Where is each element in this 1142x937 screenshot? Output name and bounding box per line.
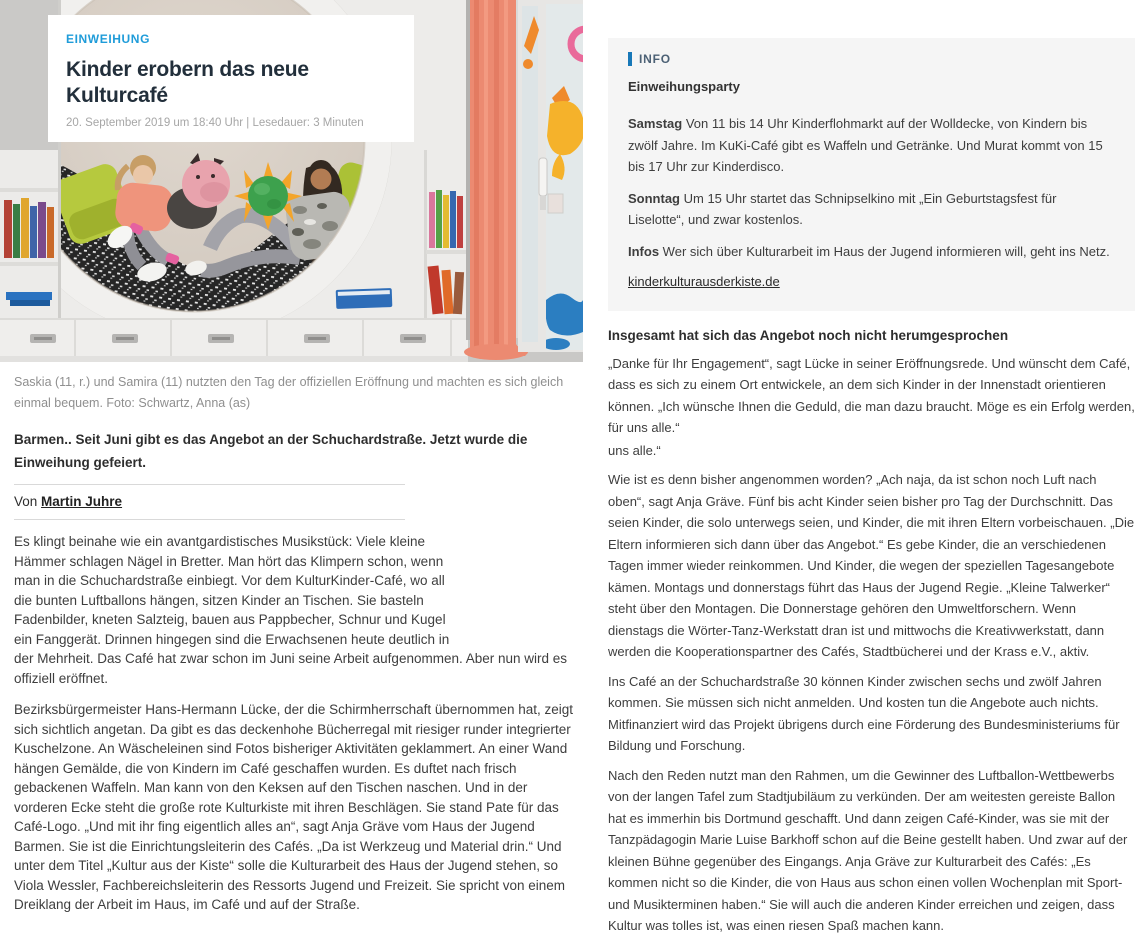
- info-item-text: Von 11 bis 14 Uhr Kinderflohmarkt auf der Wolldecke, von Kindern bis zwölf Jahre. Im KuKi-Café gibt es Waffeln und Getränke. Und Murat kommt von 15 bis 17 Uhr zur Kinderdisco.: [628, 116, 1103, 174]
- article-paragraph: Nach den Reden nutzt man den Rahmen, um die Gewinner des Luftballon-Wettbewerbs von der langen Tafel zum Stadtjubiläum zu verkünden. Der am weitesten gereiste Ballon hat es immerhin bis Dortmund geschafft. Und dann zeigen Café-Kinder, was sie mit der Tanzpädagogin Marie Luise Barkhoff schon auf die Beine gestellt haben. Und zwar auf der kleinen Bühne gegenüber des Eingangs. Anja Gräve zur Kulturarbeit des Cafés: „Es kommen nicht so die Kinder, die von Haus aus schon einen vollen Wochenplan mit Sport- und Musikterminen haben.“ Sie will auch die anderen Kinder erreichen und zeigen, dass Kultur was tolles ist, was einen riesen Spaß machen kann.: [608, 767, 1128, 934]
- author-link[interactable]: Martin Juhre: [41, 494, 123, 509]
- article-subheading: Insgesamt hat sich das Angebot noch nicht herumgesprochen: [608, 328, 1009, 343]
- article-paragraph: [14, 532, 576, 688]
- article-photo: [0, 0, 583, 362]
- article-meta: 20. September 2019 um 18:40 Uhr | Lesedauer: 3 Minuten: [66, 117, 364, 130]
- article-side-column: [608, 38, 1135, 937]
- category-link[interactable]: EINWEIHUNG: [66, 32, 150, 46]
- glass-door: [518, 0, 583, 352]
- divider: [14, 484, 405, 485]
- info-item-lead: Infos: [628, 243, 660, 259]
- page-title: Kinder erobern das neue Kulturcafé: [66, 58, 309, 107]
- info-website-link[interactable]: kinderkulturausderkiste.de: [628, 274, 780, 289]
- article-paragraph: uns alle.“: [608, 442, 661, 458]
- article-paragraph: Bezirksbürgermeister Hans-Hermann Lücke, der die Schirmherrschaft übernommen hat, zeigt sich sichtlich angetan. Da gibt es das deckenhohe Bücherregal mit riesiger runder integrierter Kuschelzone. An Wäscheleinen sind Fotos bisheriger Aktivitäten geklammert. An einer Wand hängen Gemälde, die von Kindern im Café geschaffen wurden. Es duftet nach frisch gebackenen Waffeln. Man kann von den Keksen auf den Tischen naschen. Und in der vorderen Ecke steht die große rote Kulturkiste mit ihren Beschlägen. Sie stand Pate für das Café-Logo. „Und mit ihr fing eigentlich alles an“, sagt Anja Gräve vom Haus der Jugend Barmen. Sie ist die Einrichtungsleiterin des Cafés. „Da ist Werkzeug und Material drin.“ Und unter dem Titel „Kultur aus der Kiste“ solle die Kulturarbeit des Haus der Jugend stehen, so Viola Wessler, Fachbereichsleiterin des Ressorts Jugend und Freizeit. Sie spricht von einem Dreiklang der Arbeit im Haus, im Café und auf der Straße.: [14, 702, 573, 912]
- article-paragraph: Ins Café an der Schuchardstraße 30 können Kinder zwischen sechs und zwölf Jahren kommen. Sie müssen sich nicht anmelden. Und kosten tun die Angebote auch nichts. Mitfinanziert wird das Projekt übrigens durch eine Förderung des Bundesministeriums für Bildung und Forschung.: [608, 673, 1120, 754]
- cabinet-drawers: [0, 318, 468, 362]
- info-item-text: Wer sich über Kulturarbeit im Haus der Jugend informieren will, geht ins Netz.: [659, 243, 1110, 259]
- paragraph-text: Es klingt beinahe wie ein avantgardistisches Musikstück: Viele kleine Hämmer schlagen Nägel in Bretter. Man hört das Klimpern schon, wenn man in die Schuchardstraße einbiegt. Vor dem KulturKinder-Café, wo all die bunten Luftballons hängen, sitzen Kinder an Tischen. Sie basteln Fadenbilder, kneten Salzteig, bauen aus Pappbecher, Schnur und Kugel ein Fanggerät. Drinnen hingegen sind die Erwachsenen heute deutlich in der Mehrheit. Das Café hat zwar schon im Juni seine Arbeit aufgenommen. Aber nun wird es offiziell eröffnet.: [14, 534, 568, 686]
- divider: [14, 519, 405, 520]
- info-item: [628, 188, 1115, 231]
- text-wrap-spacer: [460, 532, 576, 632]
- article-lead: Barmen.. Seit Juni gibt es das Angebot an der Schuchardstraße. Jetzt wurde die Einweihung gefeiert.: [14, 432, 528, 470]
- info-item-lead: Sonntag: [628, 190, 680, 206]
- info-item-text: Um 15 Uhr startet das Schnipselkino mit „Ein Geburtstagsfest für Liselotte“, und zwar kostenlos.: [628, 190, 1057, 227]
- info-label-text: INFO: [639, 52, 671, 66]
- byline-prefix: Von: [14, 494, 38, 509]
- article-paragraph: „Danke für Ihr Engagement“, sagt Lücke in seiner Eröffnungsrede. Und wünscht dem Café, dass es sich zu einem Ort entwickele, an dem sich Kinder in der Innenstadt orientieren können. „Ich wünsche Ihnen die Geduld, die man dazu braucht. Möge es ein Erfolg werden, für uns alle.“: [608, 355, 1135, 436]
- info-box: [608, 38, 1135, 311]
- photo-caption: Saskia (11, r.) und Samira (11) nutzten den Tag der offiziellen Eröffnung und machten es sich gleich einmal bequem. Foto: Schwartz, Anna (as): [14, 375, 564, 410]
- game-box: [336, 288, 393, 309]
- info-item: [628, 113, 1115, 178]
- info-box-title: Einweihungsparty: [628, 79, 740, 94]
- info-accent-bar-icon: [628, 52, 632, 66]
- info-item-lead: Samstag: [628, 116, 683, 131]
- article-header-card: [48, 15, 414, 142]
- info-item: [628, 241, 1115, 263]
- info-box-label: [628, 52, 1115, 66]
- article-paragraph: Wie ist es denn bisher angenommen worden? „Ach naja, da ist schon noch Luft nach oben“, sagt Anja Gräve. Fünf bis acht Kinder seien bisher pro Tag der Durchschnitt. Das seien Kinder, die solo unterwegs seien, und Kinder, die mit ihren Eltern vorbeischauen. „Die Eltern informieren sich dann über das Angebot.“ Es gebe Kinder, die an verschiedenen Tagen immer wieder reinkommen. Und Kinder, die wegen der speziellen Tagesangebote kämen. Montags und donnerstags führt das Haus der Jugend Regie. „Kleine Talwerker“ steht über den Montagen. Die Donnerstage gehören den Umweltforschern. Wenn dienstags die Wörter-Tanz-Werkstatt dran ist und mittwochs die Kreativwerkstatt, dann werden die Kooperationspartner des Cafés, Stadtbücherei und der Krass e.V., aktiv.: [608, 472, 1135, 660]
- byline: [14, 494, 576, 509]
